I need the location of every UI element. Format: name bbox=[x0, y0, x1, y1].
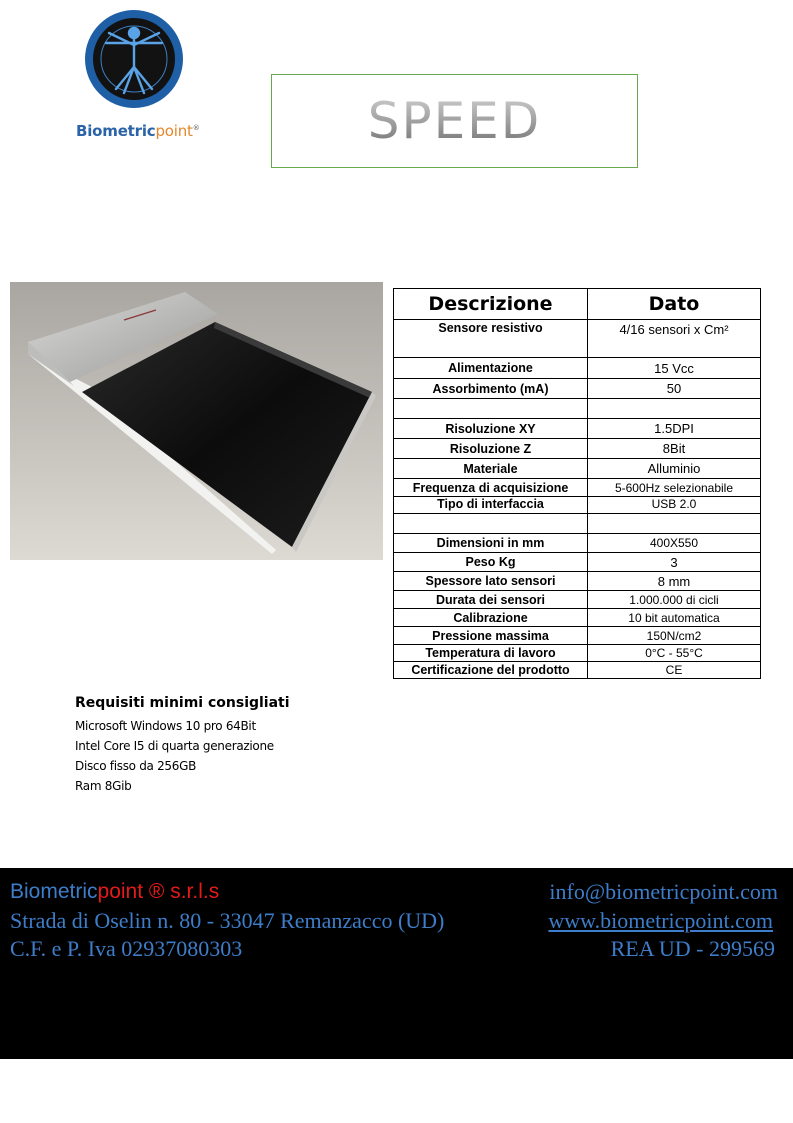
footer-rea: REA UD - 299569 bbox=[610, 936, 775, 961]
spec-label: Temperatura di lavoro bbox=[394, 645, 588, 662]
spec-value bbox=[588, 399, 761, 419]
spec-label: Sensore resistivo bbox=[394, 320, 588, 358]
spec-value: Alluminio bbox=[588, 459, 761, 479]
logo-vitruvian-icon bbox=[84, 9, 184, 109]
table-row bbox=[394, 627, 761, 645]
spec-label: Calibrazione bbox=[394, 609, 588, 627]
requirement-item: Disco fisso da 256GB bbox=[75, 759, 197, 773]
spec-label bbox=[394, 514, 588, 534]
footer-company-accent: point ® s.r.l.s bbox=[97, 880, 220, 903]
column-header-description: Descrizione bbox=[394, 289, 588, 320]
footer-email-link[interactable]: info@biometricpoint.com bbox=[549, 879, 778, 904]
spec-label: Materiale bbox=[394, 459, 588, 479]
table-row bbox=[394, 459, 761, 479]
spec-label: Peso Kg bbox=[394, 553, 588, 572]
spec-value: 15 Vcc bbox=[588, 358, 761, 379]
spec-value: 50 bbox=[588, 379, 761, 399]
spec-label: Alimentazione bbox=[394, 358, 588, 379]
spec-value: 4/16 sensori x Cm² bbox=[588, 320, 761, 358]
requirement-item: Ram 8Gib bbox=[75, 779, 132, 793]
logo-text-main: Biometric bbox=[76, 122, 156, 140]
spec-value: 1.000.000 di cicli bbox=[588, 591, 761, 609]
tablet-sensor-photo bbox=[10, 282, 383, 560]
logo-registered-mark: ® bbox=[192, 124, 200, 132]
spec-value: 0°C - 55°C bbox=[588, 645, 761, 662]
table-row bbox=[394, 320, 761, 358]
title-box bbox=[271, 74, 638, 168]
page-title: SPEED bbox=[367, 92, 542, 150]
requirement-item: Intel Core I5 di quarta generazione bbox=[75, 739, 274, 753]
spec-label: Dimensioni in mm bbox=[394, 534, 588, 553]
spec-label: Pressione massima bbox=[394, 627, 588, 645]
requirements-section bbox=[75, 695, 290, 796]
table-row bbox=[394, 514, 761, 534]
spec-value: 150N/cm2 bbox=[588, 627, 761, 645]
spec-value: 1.5DPI bbox=[588, 419, 761, 439]
footer-company bbox=[10, 880, 219, 904]
table-row bbox=[394, 572, 761, 591]
table-row bbox=[394, 439, 761, 459]
spec-label: Durata dei sensori bbox=[394, 591, 588, 609]
spec-value: 10 bit automatica bbox=[588, 609, 761, 627]
spec-value: 400X550 bbox=[588, 534, 761, 553]
logo-wordmark bbox=[76, 122, 200, 140]
spec-label: Assorbimento (mA) bbox=[394, 379, 588, 399]
spec-label: Risoluzione XY bbox=[394, 419, 588, 439]
spec-table bbox=[393, 288, 761, 679]
table-header-row bbox=[394, 289, 761, 320]
table-row bbox=[394, 497, 761, 514]
spec-label: Tipo di interfaccia bbox=[394, 497, 588, 514]
spec-label: Frequenza di acquisizione bbox=[394, 479, 588, 497]
spec-label: Certificazione del prodotto bbox=[394, 662, 588, 679]
spec-label: Risoluzione Z bbox=[394, 439, 588, 459]
table-row bbox=[394, 419, 761, 439]
spec-label bbox=[394, 399, 588, 419]
table-row bbox=[394, 609, 761, 627]
column-header-value: Dato bbox=[588, 289, 761, 320]
table-row bbox=[394, 479, 761, 497]
footer-address: Strada di Oselin n. 80 - 33047 Remanzacco (UD) bbox=[10, 908, 445, 933]
table-row bbox=[394, 534, 761, 553]
spec-value: 5-600Hz selezionabile bbox=[588, 479, 761, 497]
table-row bbox=[394, 358, 761, 379]
footer-tax-id: C.F. e P. Iva 02937080303 bbox=[10, 936, 243, 961]
spec-value bbox=[588, 514, 761, 534]
spec-value: USB 2.0 bbox=[588, 497, 761, 514]
requirement-item: Microsoft Windows 10 pro 64Bit bbox=[75, 719, 256, 733]
table-row bbox=[394, 645, 761, 662]
spec-label: Spessore lato sensori bbox=[394, 572, 588, 591]
spec-value: 8 mm bbox=[588, 572, 761, 591]
spec-value: CE bbox=[588, 662, 761, 679]
footer-website-link[interactable]: www.biometricpoint.com bbox=[548, 908, 773, 933]
table-row bbox=[394, 379, 761, 399]
table-row bbox=[394, 399, 761, 419]
spec-value: 8Bit bbox=[588, 439, 761, 459]
logo-text-accent: point bbox=[155, 122, 193, 140]
table-row bbox=[394, 553, 761, 572]
footer-company-main: Biometric bbox=[10, 880, 98, 903]
table-row bbox=[394, 591, 761, 609]
spec-value: 3 bbox=[588, 553, 761, 572]
requirements-title: Requisiti minimi consigliati bbox=[75, 695, 290, 711]
table-row bbox=[394, 662, 761, 679]
